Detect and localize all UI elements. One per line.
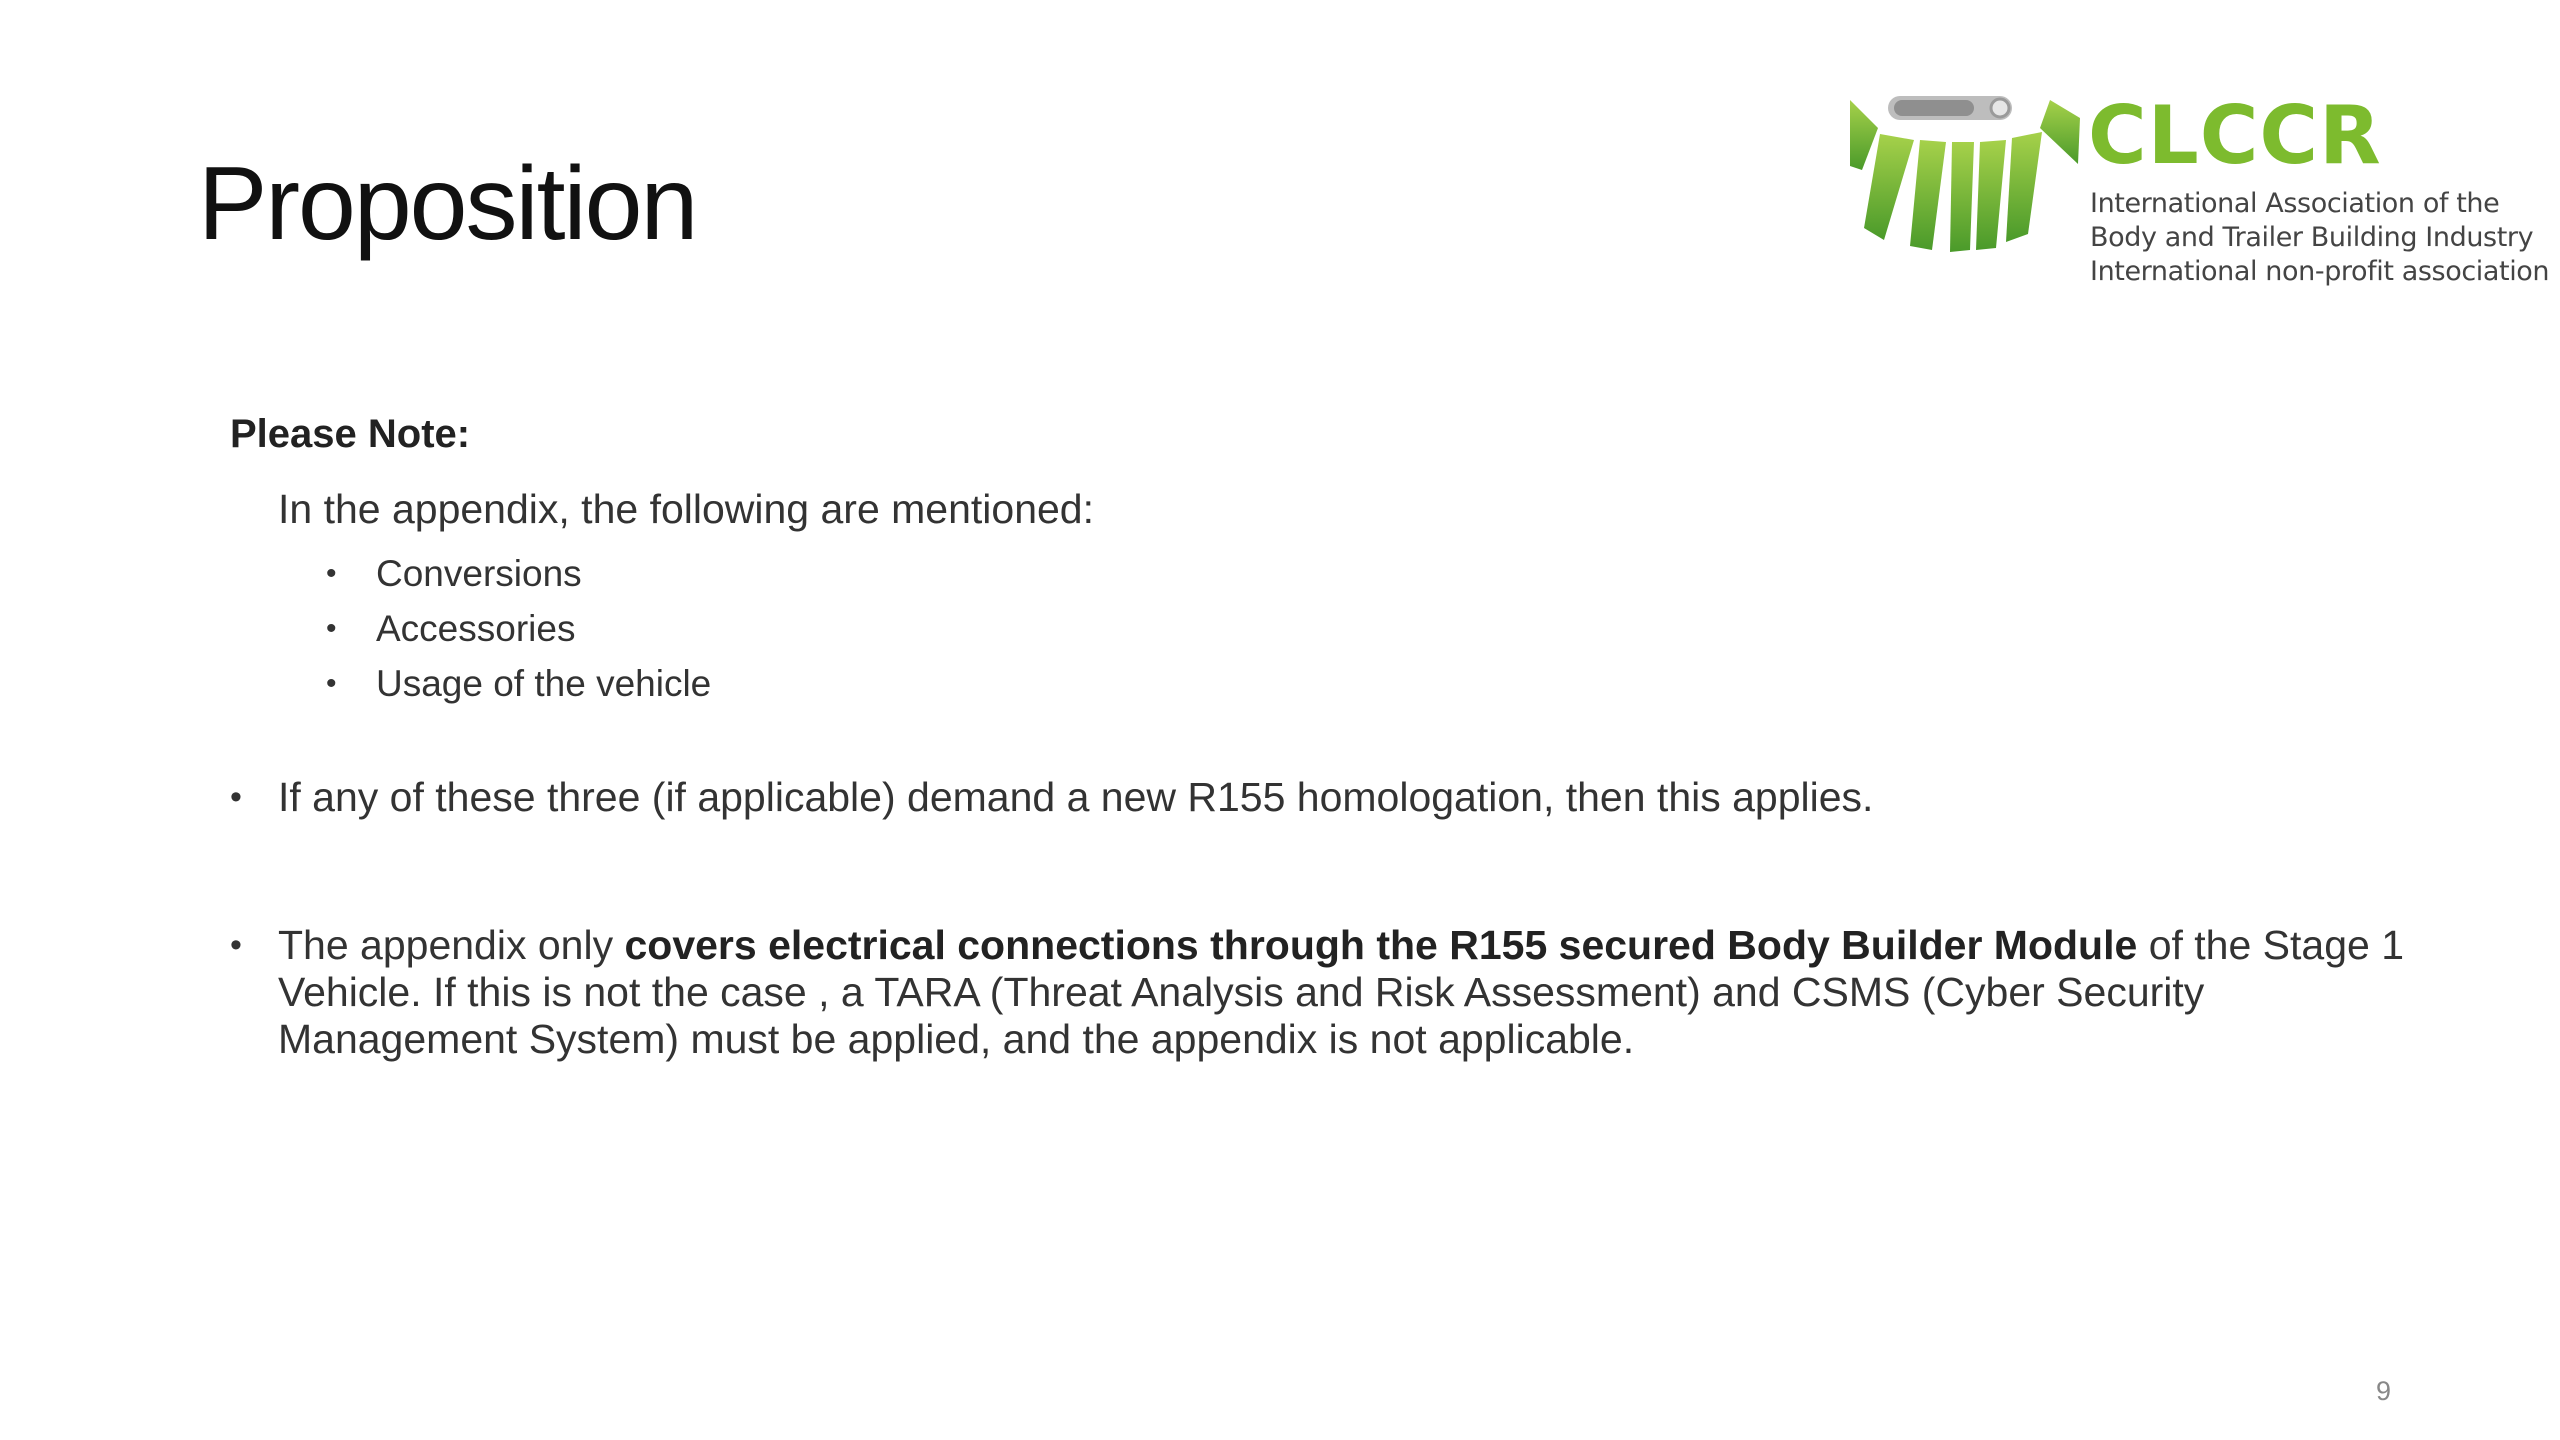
list-item (326, 656, 711, 711)
bullet-text-pre: The appendix only (278, 922, 625, 968)
list-item (326, 546, 711, 601)
bullet-icon: • (326, 667, 337, 700)
list-item-label: Usage of the vehicle (376, 663, 712, 704)
bullet-icon: • (230, 778, 242, 816)
clccr-logo (1850, 88, 2550, 308)
note-heading: Please Note: (230, 412, 471, 456)
bullet-icon: • (230, 926, 242, 964)
list-item (326, 601, 711, 656)
bullet-text-bold: covers electrical connections through the R155 secured Body Builder Module (624, 922, 2138, 968)
logo-name: CLCCR (2088, 89, 2382, 182)
bullet-text (278, 922, 2428, 1063)
bullet-text-post: of the Stage 1 Vehicle. If this is not the case , a TARA (Threat Analysis and Risk Assessment) and CSMS (Cyber Security Management System) must be applied, and the appendix is not applicable. (278, 922, 2404, 1062)
list-item-label: Conversions (376, 553, 582, 594)
bullet-icon: • (326, 557, 337, 590)
list-item-label: Accessories (376, 608, 576, 649)
page-number: 9 (2376, 1376, 2392, 1406)
slide-title: Proposition (198, 146, 697, 262)
note-intro: In the appendix, the following are mentioned: (278, 486, 1094, 532)
bullet-text: If any of these three (if applicable) demand a new R155 homologation, then this applies. (278, 774, 1874, 820)
clccr-logo-icon (1850, 88, 2080, 258)
logo-subtitle-line1: International Association of the (2090, 188, 2500, 219)
appendix-items-list (326, 546, 711, 711)
logo-subtitle-line2: Body and Trailer Building Industry (2090, 222, 2534, 253)
bullet-icon: • (326, 612, 337, 645)
logo-subtitle-line3: International non-profit association (2090, 256, 2550, 287)
